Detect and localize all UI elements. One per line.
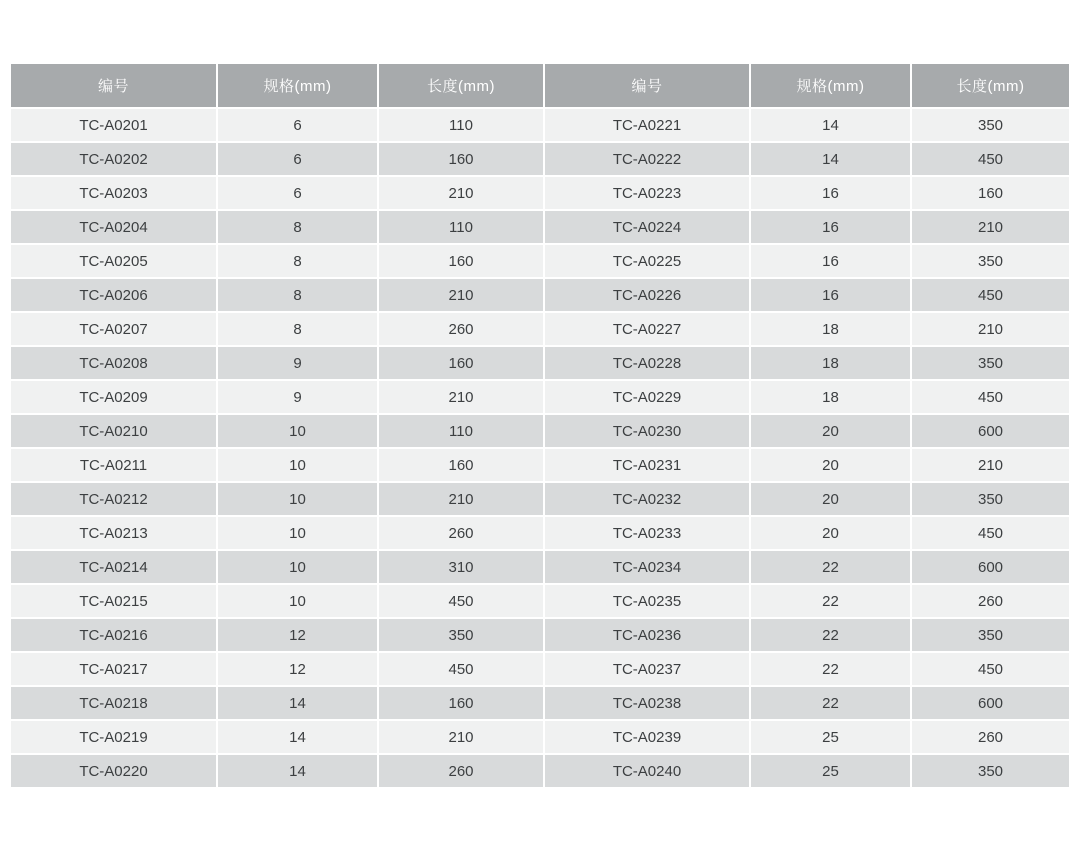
- column-header-spec-left: 规格(mm): [218, 64, 377, 107]
- table-cell: 8: [218, 211, 377, 243]
- table-row: [11, 483, 1069, 515]
- table-cell: 8: [218, 245, 377, 277]
- table-cell: 160: [379, 687, 543, 719]
- table-cell: 350: [379, 619, 543, 651]
- table-row: [11, 449, 1069, 481]
- table-cell: 16: [751, 279, 910, 311]
- table-cell: TC-A0219: [11, 721, 216, 753]
- column-header-code-left: 编号: [11, 64, 216, 107]
- table-cell: TC-A0231: [545, 449, 749, 481]
- table-cell: 20: [751, 517, 910, 549]
- table-cell: 350: [912, 245, 1069, 277]
- table-cell: 18: [751, 381, 910, 413]
- table-cell: 110: [379, 415, 543, 447]
- table-cell: TC-A0229: [545, 381, 749, 413]
- table-cell: TC-A0214: [11, 551, 216, 583]
- table-cell: TC-A0207: [11, 313, 216, 345]
- table-cell: TC-A0223: [545, 177, 749, 209]
- table-cell: 450: [379, 653, 543, 685]
- table-cell: TC-A0233: [545, 517, 749, 549]
- table-cell: 16: [751, 211, 910, 243]
- table-cell: TC-A0238: [545, 687, 749, 719]
- table-cell: 210: [379, 483, 543, 515]
- table-row: [11, 381, 1069, 413]
- table-cell: 18: [751, 313, 910, 345]
- table-cell: TC-A0239: [545, 721, 749, 753]
- table-cell: 110: [379, 211, 543, 243]
- table-cell: TC-A0230: [545, 415, 749, 447]
- table-cell: 260: [912, 585, 1069, 617]
- table-cell: 160: [379, 449, 543, 481]
- table-row: [11, 279, 1069, 311]
- table-row: [11, 585, 1069, 617]
- table-cell: TC-A0206: [11, 279, 216, 311]
- table-cell: 260: [379, 313, 543, 345]
- table-cell: 450: [912, 143, 1069, 175]
- table-cell: 20: [751, 483, 910, 515]
- table-row: [11, 551, 1069, 583]
- table-cell: 210: [379, 279, 543, 311]
- table-cell: TC-A0225: [545, 245, 749, 277]
- table-cell: 450: [912, 653, 1069, 685]
- table-cell: TC-A0236: [545, 619, 749, 651]
- table-row: [11, 313, 1069, 345]
- table-cell: 10: [218, 449, 377, 481]
- table-row: [11, 415, 1069, 447]
- table-cell: 310: [379, 551, 543, 583]
- table-row: [11, 517, 1069, 549]
- table-cell: 18: [751, 347, 910, 379]
- table-row: [11, 653, 1069, 685]
- table-cell: 260: [912, 721, 1069, 753]
- table-cell: 10: [218, 483, 377, 515]
- table-cell: 10: [218, 551, 377, 583]
- table-cell: TC-A0228: [545, 347, 749, 379]
- table-cell: 160: [379, 143, 543, 175]
- table-cell: TC-A0204: [11, 211, 216, 243]
- table-cell: 10: [218, 585, 377, 617]
- table-cell: 450: [379, 585, 543, 617]
- spec-table: [9, 62, 1071, 789]
- table-cell: 210: [912, 313, 1069, 345]
- table-cell: TC-A0201: [11, 109, 216, 141]
- table-cell: TC-A0232: [545, 483, 749, 515]
- table-cell: TC-A0222: [545, 143, 749, 175]
- table-cell: TC-A0240: [545, 755, 749, 787]
- table-cell: 20: [751, 415, 910, 447]
- table-cell: 600: [912, 415, 1069, 447]
- table-cell: 160: [912, 177, 1069, 209]
- table-cell: 16: [751, 177, 910, 209]
- table-cell: TC-A0213: [11, 517, 216, 549]
- table-cell: 450: [912, 517, 1069, 549]
- table-cell: 350: [912, 347, 1069, 379]
- table-cell: 22: [751, 551, 910, 583]
- table-cell: 350: [912, 755, 1069, 787]
- table-cell: 450: [912, 279, 1069, 311]
- table-cell: TC-A0203: [11, 177, 216, 209]
- table-cell: 22: [751, 585, 910, 617]
- table-cell: 8: [218, 313, 377, 345]
- table-cell: TC-A0216: [11, 619, 216, 651]
- table-cell: 6: [218, 109, 377, 141]
- table-cell: 350: [912, 619, 1069, 651]
- table-cell: 22: [751, 687, 910, 719]
- table-cell: TC-A0215: [11, 585, 216, 617]
- table-cell: 10: [218, 415, 377, 447]
- table-row: [11, 245, 1069, 277]
- table-cell: 6: [218, 177, 377, 209]
- table-cell: TC-A0218: [11, 687, 216, 719]
- table-cell: 160: [379, 347, 543, 379]
- table-cell: 8: [218, 279, 377, 311]
- table-cell: TC-A0202: [11, 143, 216, 175]
- table-cell: 25: [751, 755, 910, 787]
- table-header-row: [11, 64, 1069, 107]
- table-row: [11, 687, 1069, 719]
- table-cell: 9: [218, 347, 377, 379]
- table-row: [11, 109, 1069, 141]
- table-cell: TC-A0208: [11, 347, 216, 379]
- table-cell: 350: [912, 109, 1069, 141]
- table-cell: 160: [379, 245, 543, 277]
- table-row: [11, 143, 1069, 175]
- table-cell: 14: [218, 721, 377, 753]
- table-cell: TC-A0224: [545, 211, 749, 243]
- table-cell: 20: [751, 449, 910, 481]
- table-cell: 110: [379, 109, 543, 141]
- table-cell: 210: [379, 177, 543, 209]
- table-cell: 600: [912, 687, 1069, 719]
- table-cell: 210: [379, 381, 543, 413]
- table-cell: 210: [912, 449, 1069, 481]
- table-cell: TC-A0234: [545, 551, 749, 583]
- table-cell: 450: [912, 381, 1069, 413]
- table-cell: TC-A0226: [545, 279, 749, 311]
- table-cell: 210: [379, 721, 543, 753]
- table-cell: TC-A0217: [11, 653, 216, 685]
- table-cell: 260: [379, 517, 543, 549]
- column-header-spec-right: 规格(mm): [751, 64, 910, 107]
- table-row: [11, 619, 1069, 651]
- table-cell: 260: [379, 755, 543, 787]
- table-row: [11, 177, 1069, 209]
- table-cell: 14: [751, 143, 910, 175]
- table-cell: 22: [751, 653, 910, 685]
- table-cell: 14: [218, 687, 377, 719]
- table-cell: 600: [912, 551, 1069, 583]
- table-cell: TC-A0209: [11, 381, 216, 413]
- table-cell: TC-A0220: [11, 755, 216, 787]
- table-cell: 16: [751, 245, 910, 277]
- table-cell: 12: [218, 619, 377, 651]
- table-cell: TC-A0210: [11, 415, 216, 447]
- table-cell: TC-A0237: [545, 653, 749, 685]
- column-header-length-right: 长度(mm): [912, 64, 1069, 107]
- table-cell: 12: [218, 653, 377, 685]
- table-cell: 9: [218, 381, 377, 413]
- table-cell: 6: [218, 143, 377, 175]
- table-cell: TC-A0221: [545, 109, 749, 141]
- column-header-length-left: 长度(mm): [379, 64, 543, 107]
- table-row: [11, 347, 1069, 379]
- table-cell: 14: [218, 755, 377, 787]
- table-cell: TC-A0212: [11, 483, 216, 515]
- table-cell: 22: [751, 619, 910, 651]
- table-row: [11, 721, 1069, 753]
- table-cell: 10: [218, 517, 377, 549]
- table-cell: TC-A0227: [545, 313, 749, 345]
- table-cell: 210: [912, 211, 1069, 243]
- table-cell: 25: [751, 721, 910, 753]
- table-cell: TC-A0235: [545, 585, 749, 617]
- table-row: [11, 211, 1069, 243]
- table-cell: 350: [912, 483, 1069, 515]
- table-row: [11, 755, 1069, 787]
- column-header-code-right: 编号: [545, 64, 749, 107]
- table-cell: 14: [751, 109, 910, 141]
- table-body: [11, 109, 1069, 787]
- table-cell: TC-A0211: [11, 449, 216, 481]
- table-cell: TC-A0205: [11, 245, 216, 277]
